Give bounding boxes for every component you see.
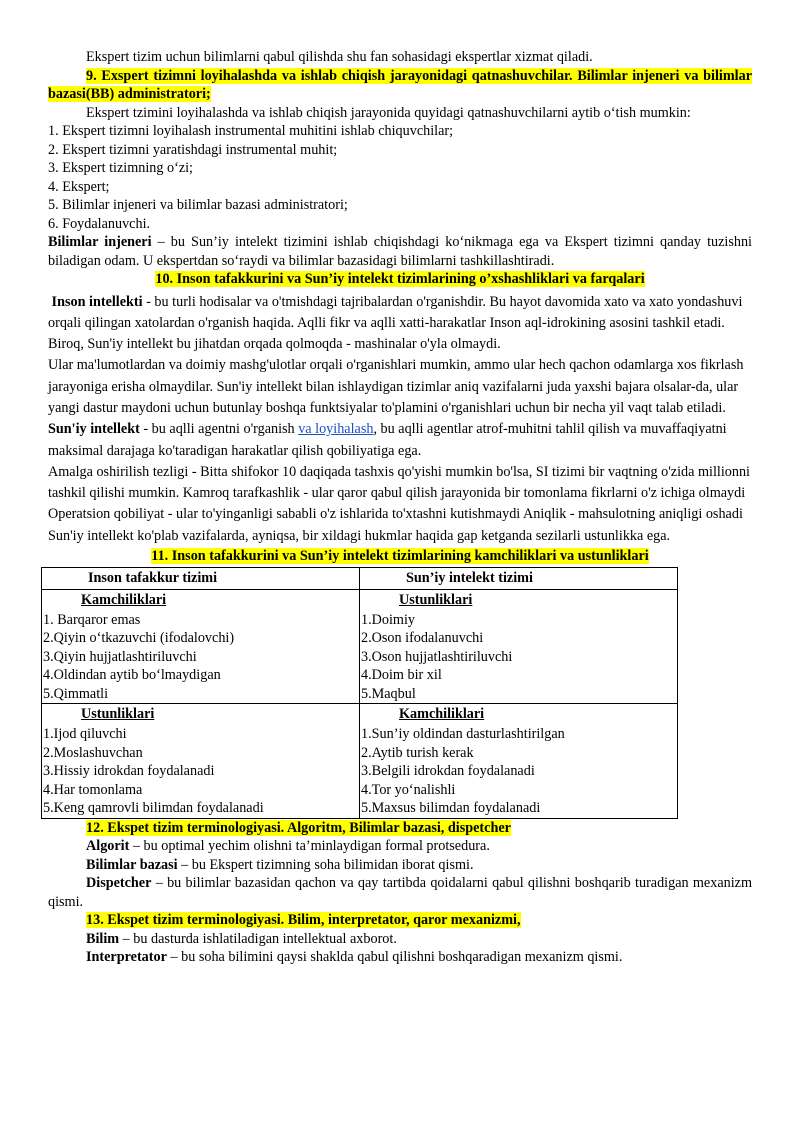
definition: – bu bilimlar bazasidan qachon va qay tartibda qoidalarni qabul qilishni boshqarib turadigan mexanizm qismi. [48,875,752,910]
heading-12-text: 12. Ekspet tizim terminologiyasi. Algoritm, Bilimlar bazasi, dispetcher [86,819,511,836]
heading-10-text: 10. Inson tafakkurini va Sun’iy intelekt tizimlarining o’xshashliklari va farqalari [155,271,645,287]
definition: – bu dasturda ishlatiladigan intellektual axborot. [119,930,397,947]
heading-13 [48,911,752,930]
term: Sun'iy intellekt [48,421,140,438]
cell-title: Kamchiliklari [81,591,167,608]
definition: – bu Sun’iy intelekt tizimini ishlab chiqishdagi ko‘nikmaga ega va Ekspert tizimni qanday tuzishni biladigan odam. U ekspertdan so‘raydi va bilimlar bazasidagi bilimlarni tashkillashtiradi. [48,234,752,269]
list-item: 5.Keng qamrovli bilimdan foydalanadi [43,800,264,817]
inson-ustunliklari-cell [42,704,360,819]
list-item: 1. Ekspert tizimni loyihalash instrumental muhitini ishlab chiquvchilar; [48,123,454,139]
bilim-definition [48,930,752,949]
dispetcher-definition [48,874,752,911]
term: Bilimlar bazasi [86,856,178,873]
table-row [42,704,678,819]
list-item: 2. Ekspert tizimni yaratishdagi instrumental muhit; [48,141,338,158]
list-item: 5.Maxsus bilimdan foydalanadi [361,800,541,817]
participants-list [48,122,752,233]
list-item: 1.Ijod qiluvchi [43,726,127,743]
document-page [43,48,752,967]
cell-title: Kamchiliklari [399,706,485,723]
list-item: 4.Doim bir xil [361,667,442,684]
list-item: 3.Qiyin hujjatlashtiriluvchi [43,648,197,665]
ular-paragraph: Ular ma'lumotlardan va doimiy mashg'ulotlar orqali o'rganishlari mumkin, ammo ular hech qachon odamlarga xos fikrlash jarayoniga erisha olmaydilar. Sun'iy intellekt bilan ishlaydigan tizimlar aniq vazifalarni juda yaxshi bajara olsalar-da, ular yangi dastur maydoni uchun butunlay boshqa funktsiyalar to'plamini o'rganishlari uchun bir necha yil vaqt talab etiladi. [48,357,744,416]
list-item: 3.Oson hujjatlashtiriluvchi [361,648,513,665]
list-item: 4. Ekspert; [48,178,110,195]
list-item: 3. Ekspert tizimning o‘zi; [48,160,193,176]
col-header-suniy: Sun’iy intelekt tizimi [360,567,678,589]
heading-12 [48,819,752,838]
list-item: 3.Hissiy idrokdan foydalanadi [43,763,215,780]
list-item: 1.Sun’iy oldindan dasturlashtirilgan [361,726,565,743]
list-item: 2.Aytib turish kerak [361,744,474,761]
table-header-row [42,567,678,589]
term: Inson intellekti [51,293,143,310]
table-row [42,589,678,704]
term: Interpretator [86,949,167,966]
amalga-paragraph: Amalga oshirilish tezligi - Bitta shifokor 10 daqiqada tashxis qo'yishi mumkin bo'lsa, SI tizimi bir vaqtning o'zida millionni tashkil qilishi mumkin. Kamroq tarafkashlik - ular qaror qabul qilish jarayonida bir tomonlama fikrlarni o'z ichiga olmaydi Operatsion qobiliyat - ular to'yinganligi sababli o'z ishlarida to'xtashni kutishmaydi Aniqlik - mahsulotning aniqligi oshadi Sun'iy intellekt ko'plab vazifalarda, ayniqsa, bir xildagi hukmlar haqida gap ketganda sezilarli ustunlikka ega. [48,463,750,544]
inson-kamchiliklari-cell [42,589,360,704]
suniy-kamchiliklari-cell [360,704,678,819]
list-item: 4.Oldindan aytib bo‘lmaydigan [43,667,221,684]
list-item: 4.Har tomonlama [43,781,143,798]
algoritm-definition [48,837,752,856]
heading-9 [48,67,752,104]
definition: – bu soha bilimini qaysi shaklda qabul qilishni boshqaradigan mexanizm qismi. [166,949,623,966]
bilimlar-injeneri-definition [48,233,752,270]
intro-line: Ekspert tizim uchun bilimlarni qabul qilishda shu fan sohasidagi ekspertlar xizmat qiladi. [86,49,593,65]
term: Algorit [86,838,130,855]
list-item: 5.Qimmatli [43,685,109,702]
suniy-intellekt-paragraph: Sun'iy intellekt - bu aqlli agentni o'rganish va loyihalash, bu aqlli agentlar atrof-muhitni tahlil qilish va muvaffaqiyatni maksimal darajaga ko'taradigan harakatlar qilish qobiliyatiga ega. [48,421,727,459]
term: Dispetcher [86,875,152,892]
list-item: 3.Belgili idrokdan foydalanadi [361,763,535,780]
term: Bilimlar injeneri [48,234,152,250]
list-item: 5. Bilimlar injeneri va bilimlar bazasi administratori; [48,197,348,213]
definition: - bu turli hodisalar va o'tmishdagi tajribalardan o'rganishdir. Bu hayot davomida xato va xato yondashuvi orqali qilingan xatolardan o'rganish haqida. Aqlli fikr va aqlli xatti-harakatlar Inson aql-idrokining asosini tashkil etadi. Biroq, Sun'iy intellekt bu jihatdan orqada qolmoqda - mashinalar o'yla olmaydi. [48,293,743,353]
heading-11 [48,547,752,566]
heading-13-text: 13. Ekspet tizim terminologiyasi. Bilim, interpretator, qaror mexanizmi, [86,912,521,929]
heading-11-text: 11. Inson tafakkurini va Sun’iy intelekt tizimlarining kamchiliklari va ustunliklari [151,548,649,565]
list-item: 4.Tor yo‘nalishli [361,781,456,798]
loyihalash-link[interactable]: va loyihalash [298,421,374,438]
list-item: 2.Oson ifodalanuvchi [361,630,484,647]
p9-intro: Ekspert tzimini loyihalashda va ishlab chiqish jarayonida quyidagi qatnashuvchilarni aytib o‘tish mumkin: [86,104,691,121]
inson-intellekti-paragraph [48,292,752,356]
list-item: 5.Maqbul [361,685,416,702]
heading-10 [48,270,752,289]
cell-title: Ustunliklari [399,591,473,608]
list-item: 2.Moslashuvchan [43,744,143,761]
col-header-inson: Inson tafakkur tizimi [42,567,360,589]
list-item: 6. Foydalanuvchi. [48,215,151,232]
list-item: 2.Qiyin o‘tkazuvchi (ifodalovchi) [43,630,235,647]
definition: – bu Ekspert tizimning soha bilimidan iborat qismi. [177,856,474,873]
list-item: 1.Doimiy [361,611,415,628]
bilimlar-bazasi-definition [48,856,752,875]
cell-title: Ustunliklari [81,706,155,723]
term: Bilim [86,930,120,947]
interpretator-definition [48,948,752,967]
suniy-ustunliklari-cell [360,589,678,704]
heading-9-text: 9. Exspert tizimni loyihalashda va ishlab chiqish jarayonidagi qatnashuvchilar. Bilimlar injeneri va bilimlar bazasi(BB) administratori; [48,67,752,102]
comparison-table [41,567,678,819]
definition: – bu optimal yechim olishni ta’minlaydigan formal protsedura. [129,838,490,855]
list-item: 1. Barqaror emas [43,611,141,628]
